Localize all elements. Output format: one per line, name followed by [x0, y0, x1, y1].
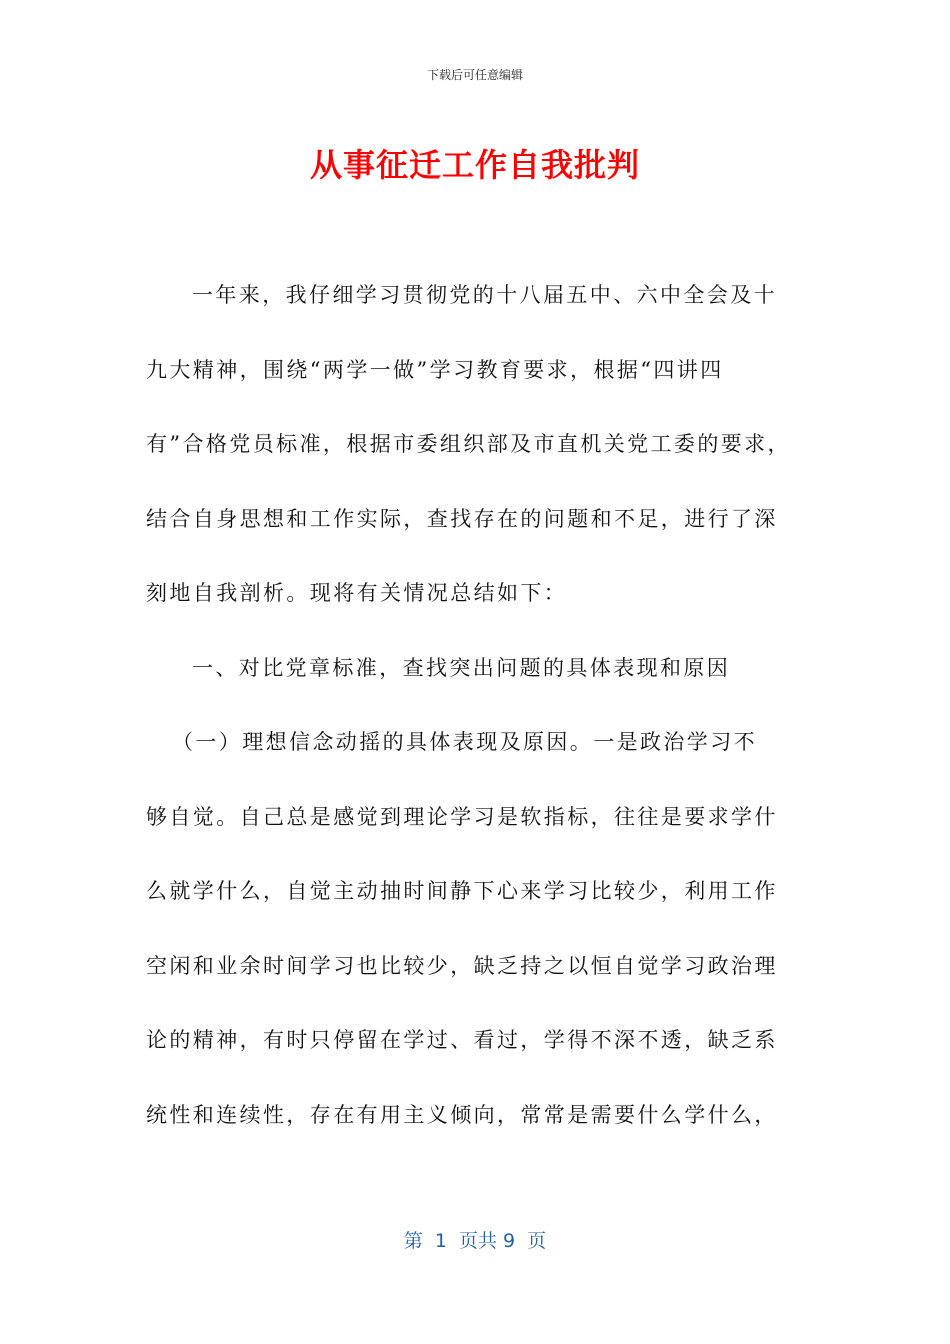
document-body	[146, 258, 806, 1152]
body-line-11: 论的精神，有时只停留在学过、看过，学得不深不透，缺乏系	[146, 1028, 778, 1052]
header-note: 下载后可任意编辑	[426, 68, 523, 82]
document-title: 从事征迁工作自我批判	[309, 146, 640, 184]
body-line-2: 九大精神，围绕“两学一做”学习教育要求，根据“四讲四	[146, 357, 724, 382]
body-line-3: 有”合格党员标准，根据市委组织部及市直机关党工委的要求，	[146, 432, 791, 456]
body-line-7: （一）理想信念动摇的具体表现及原因。一是政治学习不	[172, 730, 757, 754]
body-line-12: 统性和连续性，存在有用主义倾向，常常是需要什么学什么，	[146, 1102, 778, 1127]
page-number-footer: 第 1 页共 9 页	[403, 1230, 547, 1252]
section-heading: 一、对比党章标准，查找突出问题的具体表现和原因	[192, 655, 731, 680]
body-line-4: 结合自身思想和工作实际，查找存在的问题和不足，进行了深	[146, 506, 778, 531]
body-line-9: 么就学什么，自觉主动抽时间静下心来学习比较少，利用工作	[146, 879, 778, 903]
body-line-10: 空闲和业余时间学习也比较少，缺乏持之以恒自觉学习政治理	[146, 953, 778, 978]
body-line-5: 刻地自我剖析。现将有关情况总结如下：	[146, 581, 568, 605]
body-line-8: 够自觉。自己总是感觉到理论学习是软指标，往往是要求学什	[146, 804, 778, 829]
body-line-1: 一年来，我仔细学习贯彻党的十八届五中、六中全会及十	[192, 283, 777, 307]
